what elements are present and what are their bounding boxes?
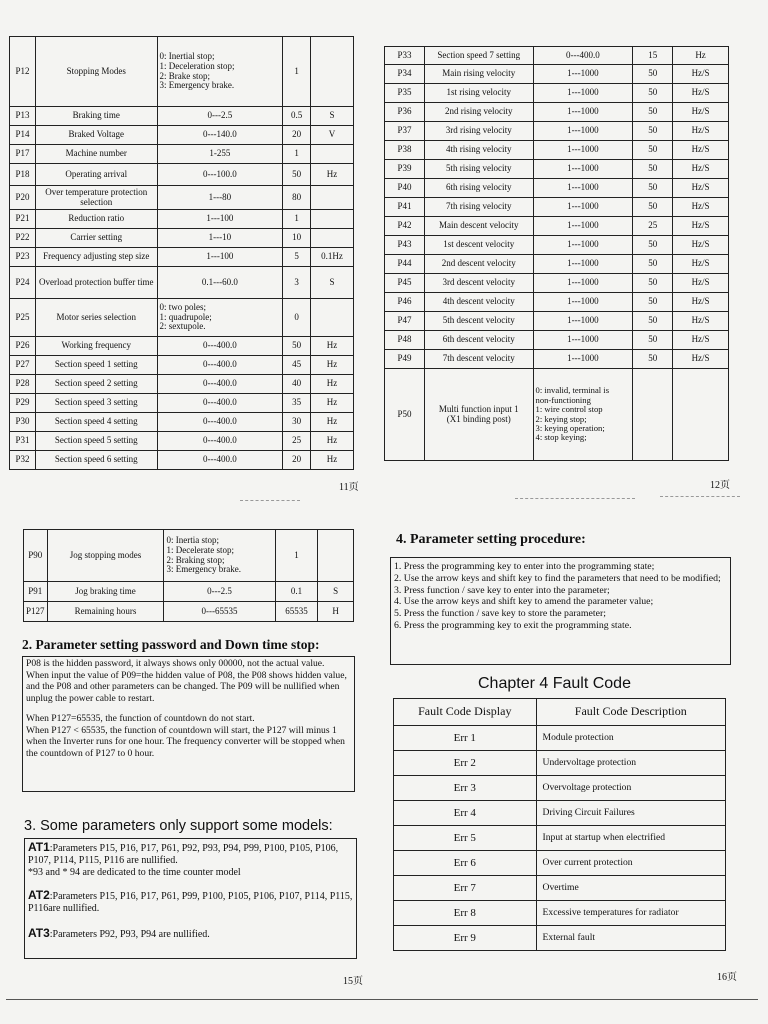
table-row	[10, 432, 354, 451]
param-default: 50	[633, 293, 673, 312]
table-row	[385, 141, 729, 160]
param-unit: H	[318, 602, 354, 622]
param-range: 1---1000	[533, 255, 633, 274]
param-default: 50	[633, 103, 673, 122]
fault-description: Overvoltage protection	[536, 776, 725, 801]
param-default: 25	[633, 217, 673, 236]
param-unit: Hz	[311, 394, 354, 413]
param-unit: Hz	[311, 413, 354, 432]
param-default: 1	[283, 37, 311, 107]
param-name: Section speed 1 setting	[35, 356, 157, 375]
param-range: 1---1000	[533, 141, 633, 160]
param-name: 5th descent velocity	[424, 312, 533, 331]
param-unit: Hz/S	[673, 274, 729, 293]
param-code: P48	[385, 331, 425, 350]
table-row	[394, 876, 726, 901]
param-unit: Hz	[311, 375, 354, 394]
table-row	[10, 210, 354, 229]
param-code: P32	[10, 451, 36, 470]
parameter-table-p33-p50	[384, 46, 729, 461]
param-range: 0---65535	[164, 602, 275, 622]
param-unit	[311, 229, 354, 248]
param-default: 50	[283, 337, 311, 356]
param-unit: Hz/S	[673, 255, 729, 274]
param-unit	[311, 210, 354, 229]
param-code: P46	[385, 293, 425, 312]
param-default: 80	[283, 186, 311, 210]
param-name: Section speed 7 setting	[424, 47, 533, 65]
param-name: Main rising velocity	[424, 65, 533, 84]
param-default	[633, 369, 673, 461]
section-2-title: 2. Parameter setting password and Down time stop:	[22, 637, 320, 652]
table-row	[385, 103, 729, 122]
table-row	[24, 602, 354, 622]
param-default: 50	[633, 274, 673, 293]
table-row	[385, 274, 729, 293]
fault-header-display: Fault Code Display	[394, 699, 537, 726]
param-unit	[318, 530, 354, 582]
fault-description: Module protection	[536, 726, 725, 751]
chapter-4-title: Chapter 4 Fault Code	[478, 675, 631, 692]
param-default: 50	[633, 84, 673, 103]
param-unit: Hz/S	[673, 198, 729, 217]
table-row	[10, 337, 354, 356]
param-default: 20	[283, 126, 311, 145]
param-range: 1---1000	[533, 122, 633, 141]
fault-code: Err 7	[394, 876, 537, 901]
param-unit: Hz	[311, 337, 354, 356]
param-code: P13	[10, 107, 36, 126]
param-code: P45	[385, 274, 425, 293]
table-row	[385, 198, 729, 217]
table-row	[394, 901, 726, 926]
param-range: 1---1000	[533, 312, 633, 331]
param-name: 5th rising velocity	[424, 160, 533, 179]
param-unit: Hz/S	[673, 331, 729, 350]
param-name: 1st rising velocity	[424, 84, 533, 103]
param-default: 1	[275, 530, 318, 582]
table-row	[10, 451, 354, 470]
table-row	[394, 776, 726, 801]
table-row	[394, 801, 726, 826]
param-code: P39	[385, 160, 425, 179]
table-row	[385, 293, 729, 312]
param-name: Multi function input 1 (X1 binding post)	[424, 369, 533, 461]
param-name: 1st descent velocity	[424, 236, 533, 255]
table-row	[10, 145, 354, 164]
table-row	[385, 312, 729, 331]
param-name: Stopping Modes	[35, 37, 157, 107]
param-code: P24	[10, 267, 36, 299]
param-code: P17	[10, 145, 36, 164]
param-code: P14	[10, 126, 36, 145]
table-row	[10, 248, 354, 267]
param-name: Overload protection buffer time	[35, 267, 157, 299]
param-code: P33	[385, 47, 425, 65]
param-range: 0---400.0	[157, 413, 283, 432]
table-row	[385, 369, 729, 461]
param-unit: S	[318, 582, 354, 602]
param-code: P38	[385, 141, 425, 160]
param-name: Over temperature protection selection	[35, 186, 157, 210]
param-name: Carrier setting	[35, 229, 157, 248]
param-code: P28	[10, 375, 36, 394]
param-default: 25	[283, 432, 311, 451]
param-code: P23	[10, 248, 36, 267]
param-code: P36	[385, 103, 425, 122]
param-default: 10	[283, 229, 311, 248]
param-unit: Hz/S	[673, 293, 729, 312]
param-unit	[311, 299, 354, 337]
param-range: 1---1000	[533, 331, 633, 350]
param-default: 0.1	[275, 582, 318, 602]
param-range: 0---100.0	[157, 164, 283, 186]
param-default: 50	[633, 255, 673, 274]
param-name: Braked Voltage	[35, 126, 157, 145]
param-default: 50	[633, 65, 673, 84]
param-code: P35	[385, 84, 425, 103]
param-code: P42	[385, 217, 425, 236]
param-code: P31	[10, 432, 36, 451]
param-unit: Hz	[311, 432, 354, 451]
param-unit: Hz/S	[673, 160, 729, 179]
param-unit: Hz/S	[673, 103, 729, 122]
param-name: 7th rising velocity	[424, 198, 533, 217]
param-code: P22	[10, 229, 36, 248]
param-default: 30	[283, 413, 311, 432]
fault-code-table	[393, 698, 726, 951]
param-unit: Hz/S	[673, 217, 729, 236]
param-default: 0	[283, 299, 311, 337]
param-range: 1---1000	[533, 160, 633, 179]
param-default: 20	[283, 451, 311, 470]
param-default: 0.5	[283, 107, 311, 126]
param-default: 50	[633, 331, 673, 350]
param-unit: V	[311, 126, 354, 145]
param-default: 65535	[275, 602, 318, 622]
param-range: 0---2.5	[164, 582, 275, 602]
param-unit: Hz/S	[673, 350, 729, 369]
param-range: 0: two poles; 1: quadrupole; 2: sextupole.	[157, 299, 283, 337]
param-code: P18	[10, 164, 36, 186]
table-row	[385, 236, 729, 255]
param-name: 4th rising velocity	[424, 141, 533, 160]
param-range: 1---100	[157, 248, 283, 267]
table-row	[10, 267, 354, 299]
param-unit: Hz/S	[673, 84, 729, 103]
param-code: P91	[24, 582, 48, 602]
param-name: Braking time	[35, 107, 157, 126]
table-row	[385, 331, 729, 350]
param-code: P44	[385, 255, 425, 274]
param-default: 50	[633, 122, 673, 141]
param-name: Operating arrival	[35, 164, 157, 186]
param-default: 40	[283, 375, 311, 394]
param-name: Main descent velocity	[424, 217, 533, 236]
table-row	[385, 47, 729, 65]
param-code: P30	[10, 413, 36, 432]
param-unit	[311, 186, 354, 210]
param-range: 0---140.0	[157, 126, 283, 145]
param-unit	[673, 369, 729, 461]
section-2-text: P08 is the hidden password, it always shows only 00000, not the actual value. When input the value of P09=the hidden value of P08, the P08 shows hidden value, and the P08 and other parameters can be changed. The P09 will be nullified when unplug the power cable to restart. When P127=65535, the function of countdown do not start. When P127 < 65535, the function of countdown will start, the P127 will minus 1 when the Inverter runs for one hour. The frequency converter will be stopped when the countdown of P127 to 0 hour.	[22, 656, 355, 792]
param-default: 50	[633, 141, 673, 160]
section-3-title: 3. Some parameters only support some models:	[24, 818, 333, 834]
param-unit	[311, 37, 354, 107]
param-unit: Hz/S	[673, 312, 729, 331]
table-row	[10, 375, 354, 394]
param-unit: Hz/S	[673, 122, 729, 141]
param-default: 3	[283, 267, 311, 299]
param-range: 1---1000	[533, 179, 633, 198]
param-name: Jog stopping modes	[47, 530, 164, 582]
param-unit	[311, 145, 354, 164]
table-row	[385, 122, 729, 141]
param-code: P27	[10, 356, 36, 375]
param-range: 0: Inertia stop; 1: Decelerate stop; 2: Braking stop; 3: Emergency brake.	[164, 530, 275, 582]
param-code: P25	[10, 299, 36, 337]
fault-description: Excessive temperatures for radiator	[536, 901, 725, 926]
table-row	[394, 751, 726, 776]
param-name: Reduction ratio	[35, 210, 157, 229]
param-default: 45	[283, 356, 311, 375]
parameter-table-jog	[23, 529, 354, 622]
param-range: 1---1000	[533, 103, 633, 122]
table-row	[394, 926, 726, 951]
param-unit: Hz/S	[673, 179, 729, 198]
param-range: 0---400.0	[157, 451, 283, 470]
param-code: P29	[10, 394, 36, 413]
param-name: 6th descent velocity	[424, 331, 533, 350]
param-default: 5	[283, 248, 311, 267]
fault-code: Err 3	[394, 776, 537, 801]
fault-code: Err 2	[394, 751, 537, 776]
param-range: 1---1000	[533, 217, 633, 236]
param-range: 0---400.0	[157, 356, 283, 375]
param-range: 0---400.0	[157, 375, 283, 394]
section-3-text: AT1:Parameters P15, P16, P17, P61, P92, P93, P94, P99, P100, P105, P106, P107, P114, P115, P116 are nullified. *93 and * 94 are dedicated to the time counter model AT2:Parameters P15, P16, P17, P61, P99, P100, P105, P106, P107, P114, P115, P116are nullified. AT3:Parameters P92, P93, P94 are nullified.	[24, 838, 357, 959]
fault-description: Driving Circuit Failures	[536, 801, 725, 826]
param-default: 1	[283, 210, 311, 229]
fault-description: Over current protection	[536, 851, 725, 876]
param-range: 0---400.0	[533, 47, 633, 65]
param-name: Section speed 2 setting	[35, 375, 157, 394]
param-code: P26	[10, 337, 36, 356]
param-unit: 0.1Hz	[311, 248, 354, 267]
page-number: 16页	[717, 972, 737, 983]
param-code: P49	[385, 350, 425, 369]
param-default: 50	[633, 312, 673, 331]
param-name: Jog braking time	[47, 582, 164, 602]
param-unit: S	[311, 267, 354, 299]
param-name: 7th descent velocity	[424, 350, 533, 369]
param-default: 50	[633, 179, 673, 198]
table-row	[10, 37, 354, 107]
fault-header-description: Fault Code Description	[536, 699, 725, 726]
param-code: P34	[385, 65, 425, 84]
param-name: Section speed 6 setting	[35, 451, 157, 470]
table-row	[10, 299, 354, 337]
param-range: 0---400.0	[157, 394, 283, 413]
page-number: 15页	[343, 976, 363, 987]
param-range: 1---1000	[533, 84, 633, 103]
param-name: Section speed 3 setting	[35, 394, 157, 413]
fault-description: Overtime	[536, 876, 725, 901]
table-row	[10, 413, 354, 432]
param-default: 35	[283, 394, 311, 413]
param-range: 1---80	[157, 186, 283, 210]
table-row	[385, 255, 729, 274]
param-unit: Hz/S	[673, 141, 729, 160]
fault-code: Err 9	[394, 926, 537, 951]
param-range: 1---1000	[533, 65, 633, 84]
table-row	[24, 530, 354, 582]
param-code: P50	[385, 369, 425, 461]
param-name: Remaining hours	[47, 602, 164, 622]
param-code: P90	[24, 530, 48, 582]
param-code: P21	[10, 210, 36, 229]
page-number: 11页	[339, 482, 359, 493]
param-code: P37	[385, 122, 425, 141]
param-range: 1---100	[157, 210, 283, 229]
param-code: P47	[385, 312, 425, 331]
param-name: Section speed 4 setting	[35, 413, 157, 432]
param-name: Machine number	[35, 145, 157, 164]
param-name: 2nd descent velocity	[424, 255, 533, 274]
param-name: Working frequency	[35, 337, 157, 356]
param-range: 1---1000	[533, 274, 633, 293]
param-unit: Hz	[311, 356, 354, 375]
section-4-title: 4. Parameter setting procedure:	[396, 532, 586, 547]
param-default: 50	[633, 350, 673, 369]
param-code: P43	[385, 236, 425, 255]
param-name: 2nd rising velocity	[424, 103, 533, 122]
param-range: 1---1000	[533, 198, 633, 217]
param-default: 50	[283, 164, 311, 186]
table-row	[10, 107, 354, 126]
param-range: 1---1000	[533, 350, 633, 369]
fault-code: Err 4	[394, 801, 537, 826]
param-range: 0---400.0	[157, 432, 283, 451]
param-name: Section speed 5 setting	[35, 432, 157, 451]
param-range: 1-255	[157, 145, 283, 164]
table-row	[385, 65, 729, 84]
param-range: 0.1---60.0	[157, 267, 283, 299]
param-name: 3rd descent velocity	[424, 274, 533, 293]
table-row	[385, 84, 729, 103]
page-number: 12页	[710, 480, 730, 491]
table-row	[10, 164, 354, 186]
param-default: 50	[633, 198, 673, 217]
param-code: P127	[24, 602, 48, 622]
fault-description: Undervoltage protection	[536, 751, 725, 776]
table-row	[394, 851, 726, 876]
fault-code: Err 6	[394, 851, 537, 876]
param-range: 0---2.5	[157, 107, 283, 126]
table-row	[385, 350, 729, 369]
param-range: 0---400.0	[157, 337, 283, 356]
param-name: Frequency adjusting step size	[35, 248, 157, 267]
param-default: 50	[633, 160, 673, 179]
fault-code: Err 8	[394, 901, 537, 926]
table-row	[385, 179, 729, 198]
param-name: 3rd rising velocity	[424, 122, 533, 141]
param-code: P20	[10, 186, 36, 210]
param-range: 1---10	[157, 229, 283, 248]
param-range: 0: Inertial stop; 1: Deceleration stop; 2: Brake stop; 3: Emergency brake.	[157, 37, 283, 107]
param-default: 50	[633, 236, 673, 255]
param-unit: Hz	[673, 47, 729, 65]
table-row	[10, 229, 354, 248]
param-unit: Hz	[311, 451, 354, 470]
parameter-table-p12-p32	[9, 36, 354, 470]
param-code: P40	[385, 179, 425, 198]
param-code: P41	[385, 198, 425, 217]
param-default: 1	[283, 145, 311, 164]
param-name: Motor series selection	[35, 299, 157, 337]
table-row	[394, 826, 726, 851]
table-row	[10, 356, 354, 375]
param-name: 6th rising velocity	[424, 179, 533, 198]
fault-description: External fault	[536, 926, 725, 951]
param-range: 0: invalid, terminal is non-functioning 1: wire control stop 2: keying stop; 3: keying operation; 4: stop keying;	[533, 369, 633, 461]
fault-code: Err 5	[394, 826, 537, 851]
table-row	[394, 726, 726, 751]
table-row	[10, 126, 354, 145]
param-unit: S	[311, 107, 354, 126]
fault-code: Err 1	[394, 726, 537, 751]
table-row	[10, 394, 354, 413]
fault-description: Input at startup when electrified	[536, 826, 725, 851]
param-unit: Hz/S	[673, 236, 729, 255]
param-unit: Hz	[311, 164, 354, 186]
table-row	[385, 217, 729, 236]
section-4-steps: 1. Press the programming key to enter into the programming state; 2. Use the arrow keys and shift key to find the parameters that need to be modified; 3. Press function / save key to enter into the parameter; 4. Use the arrow keys and shift key to amend the parameter value; 5. Press the function / save key to store the parameter; 6. Press the programming key to exit the programming state.	[390, 557, 731, 665]
table-row	[10, 186, 354, 210]
param-default: 15	[633, 47, 673, 65]
table-row	[385, 160, 729, 179]
table-row	[24, 582, 354, 602]
param-code: P12	[10, 37, 36, 107]
param-range: 1---1000	[533, 236, 633, 255]
param-unit: Hz/S	[673, 65, 729, 84]
param-range: 1---1000	[533, 293, 633, 312]
param-name: 4th descent velocity	[424, 293, 533, 312]
